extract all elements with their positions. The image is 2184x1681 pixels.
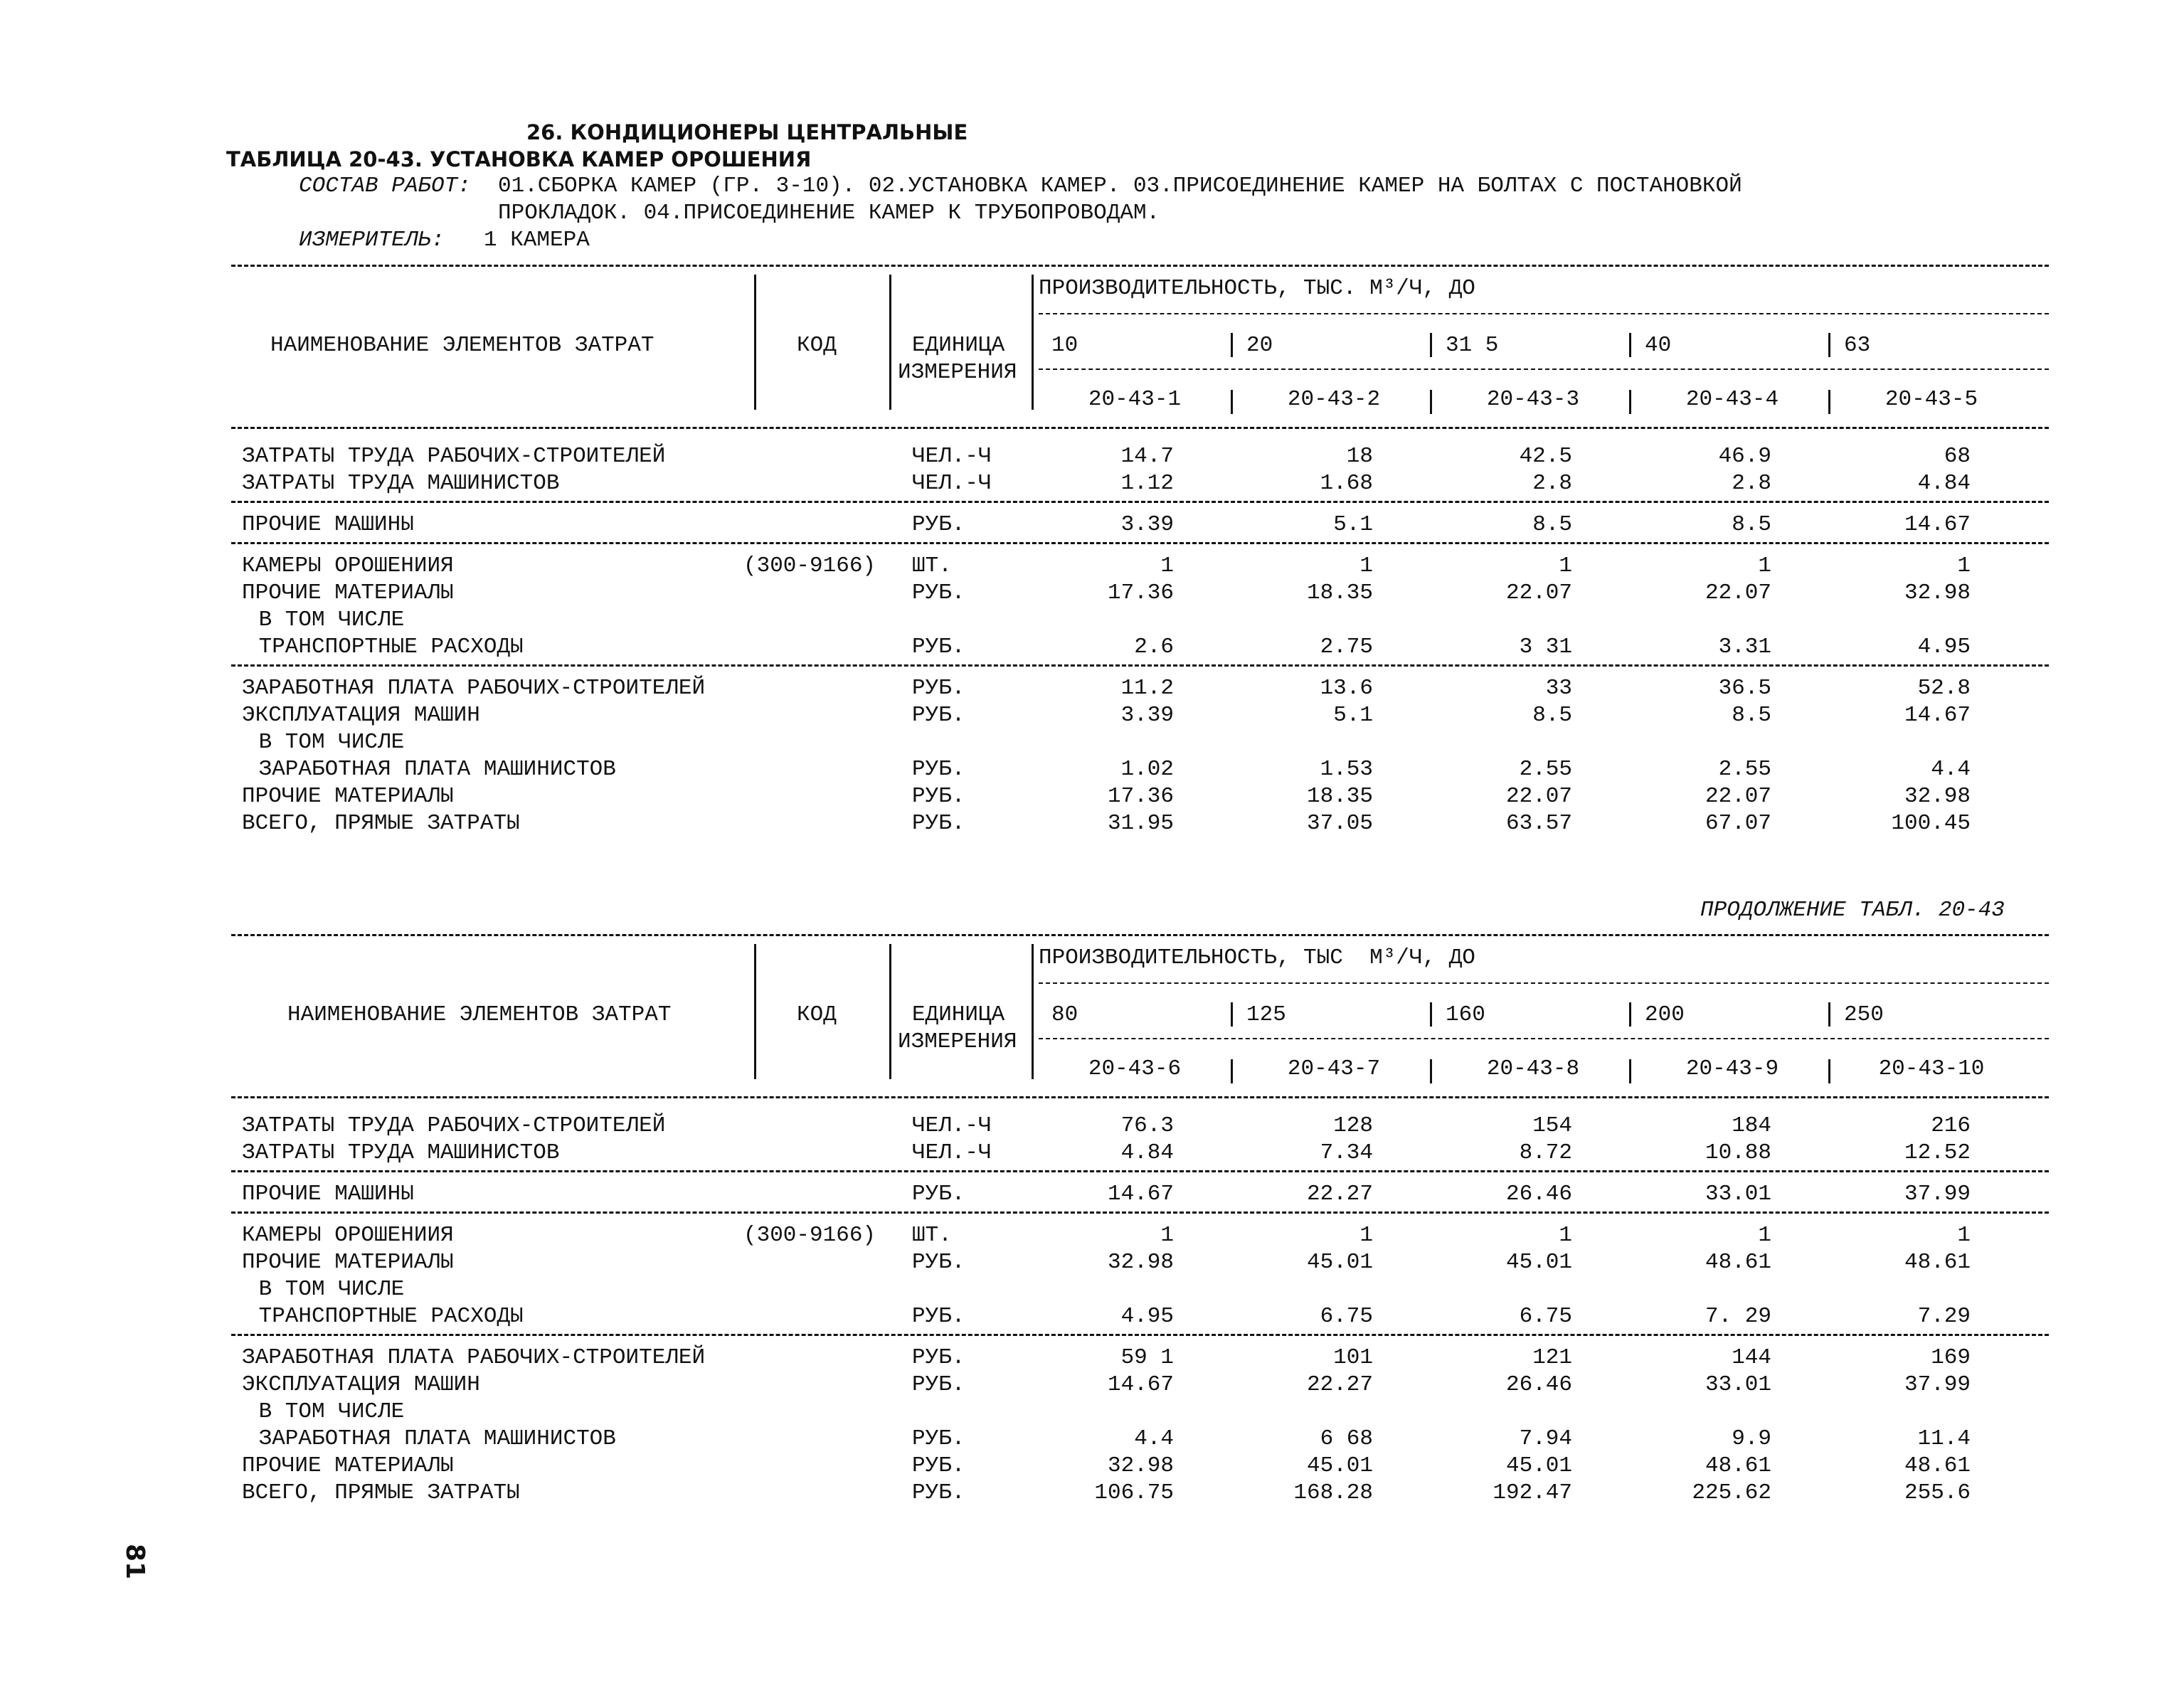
column-separator [1828, 1059, 1830, 1083]
row-name: В ТОМ ЧИСЛЕ [245, 608, 405, 632]
row-value: 1 [1957, 1223, 1971, 1248]
row-value: 14.7 [1120, 444, 1174, 469]
row-value: 33.01 [1705, 1372, 1771, 1397]
row-value: 1 [1957, 553, 1971, 578]
row-unit: РУБ. [912, 512, 965, 537]
row-value: 1 [1359, 553, 1373, 578]
capacity-value: 40 [1645, 333, 1672, 358]
row-unit: ЧЕЛ.-Ч [912, 471, 992, 496]
row-name: ПРОЧИЕ МАТЕРИАЛЫ [242, 1453, 454, 1478]
rate-code: 20-43-6 [1088, 1056, 1182, 1081]
row-value: 22.07 [1705, 784, 1771, 809]
row-value: 22.07 [1705, 580, 1771, 605]
table-title: ТАБЛИЦА 20-43. УСТАНОВКА КАМЕР ОРОШЕНИЯ [226, 147, 812, 171]
row-value: 1 [1758, 1223, 1771, 1248]
row-unit: ЧЕЛ.-Ч [912, 1140, 992, 1165]
row-value: 3.31 [1718, 635, 1771, 659]
row-value: 37.99 [1904, 1182, 1971, 1207]
row-value: 4.95 [1120, 1304, 1174, 1329]
row-value: 3.39 [1120, 512, 1174, 537]
column-separator [1231, 1002, 1233, 1027]
row-value: 45.01 [1505, 1453, 1572, 1478]
work-line-2: ПРОКЛАДОК. 04.ПРИСОЕДИНЕНИЕ КАМЕР К ТРУБОПРОВОДАМ. [498, 201, 1160, 226]
row-value: 31.95 [1107, 811, 1174, 836]
row-value: 14.67 [1904, 703, 1971, 728]
row-value: 7.29 [1917, 1304, 1971, 1329]
header-bottom-rule [231, 1096, 2049, 1098]
group-rule [231, 542, 2049, 544]
column-separator [1629, 1002, 1631, 1027]
row-value: 14.67 [1107, 1182, 1174, 1207]
column-separator [889, 944, 891, 1079]
header-rule [1039, 368, 2049, 370]
row-name: В ТОМ ЧИСЛЕ [245, 1399, 405, 1424]
row-unit: РУБ. [912, 635, 965, 659]
row-name: ЗАТРАТЫ ТРУДА МАШИНИСТОВ [242, 1140, 560, 1165]
rate-code: 20-43-9 [1685, 1056, 1779, 1081]
column-separator [1629, 390, 1631, 414]
work-line-1: 01.СБОРКА КАМЕР (ГР. 3-10). 02.УСТАНОВКА КАМЕР. 03.ПРИСОЕДИНЕНИЕ КАМЕР НА БОЛТАХ С ПОСТАНОВКОЙ [498, 174, 1742, 198]
section-title: 26. КОНДИЦИОНЕРЫ ЦЕНТРАЛЬНЫЕ [526, 120, 968, 144]
group-rule [231, 501, 2049, 503]
row-value: 37.99 [1904, 1372, 1971, 1397]
column-separator [1430, 390, 1432, 414]
row-unit: РУБ. [912, 1372, 965, 1397]
row-unit: ЧЕЛ.-Ч [912, 1113, 992, 1138]
row-value: 121 [1532, 1345, 1572, 1370]
row-name: ПРОЧИЕ МАТЕРИАЛЫ [242, 784, 454, 809]
row-value: 48.61 [1904, 1250, 1971, 1275]
header-bottom-rule [231, 427, 2049, 429]
row-value: 3 31 [1519, 635, 1572, 659]
capacity-value: 80 [1051, 1002, 1078, 1027]
row-value: 11.2 [1120, 676, 1174, 701]
capacity-value: 31 5 [1446, 333, 1499, 358]
row-value: 46.9 [1718, 444, 1771, 469]
row-name: ТРАНСПОРТНЫЕ РАСХОДЫ [245, 1304, 524, 1329]
column-separator [1629, 333, 1631, 357]
row-value: 8.5 [1732, 512, 1771, 537]
row-value: 12.52 [1904, 1140, 1971, 1165]
row-value: 4.95 [1917, 635, 1971, 659]
row-value: 22.07 [1505, 784, 1572, 809]
row-value: 2.55 [1519, 757, 1572, 782]
row-value: 1 [1559, 1223, 1572, 1248]
row-name: ЗАТРАТЫ ТРУДА МАШИНИСТОВ [242, 471, 560, 496]
row-value: 8.72 [1519, 1140, 1572, 1165]
row-value: 7.94 [1519, 1426, 1572, 1451]
unit-header-1: ЕДИНИЦА [912, 333, 1005, 358]
rate-code: 20-43-8 [1486, 1056, 1580, 1081]
capacity-value: 160 [1446, 1002, 1485, 1027]
rate-code: 20-43-3 [1486, 387, 1580, 412]
code-header: КОД [797, 1002, 837, 1027]
row-unit: РУБ. [912, 1480, 965, 1505]
row-name: КАМЕРЫ ОРОШЕНИИЯ [242, 553, 454, 578]
column-separator [1629, 1059, 1631, 1083]
row-value: 169 [1931, 1345, 1971, 1370]
row-value: 45.01 [1306, 1250, 1373, 1275]
row-value: 192.47 [1493, 1480, 1572, 1505]
row-value: 76.3 [1120, 1113, 1174, 1138]
row-code: (300-9166) [743, 1223, 876, 1248]
row-value: 18 [1346, 444, 1373, 469]
name-header: НАИМЕНОВАНИЕ ЭЛЕМЕНТОВ ЗАТРАТ [287, 1002, 672, 1027]
row-name: ЗАРАБОТНАЯ ПЛАТА РАБОЧИХ-СТРОИТЕЛЕЙ [242, 676, 706, 701]
row-name: В ТОМ ЧИСЛЕ [245, 1277, 405, 1302]
header-rule [1039, 982, 2049, 984]
row-value: 144 [1732, 1345, 1771, 1370]
row-value: 13.6 [1320, 676, 1373, 701]
row-value: 22.07 [1505, 580, 1572, 605]
row-value: 1.12 [1120, 471, 1174, 496]
row-value: 8.5 [1732, 703, 1771, 728]
row-value: 154 [1532, 1113, 1572, 1138]
row-value: 14.67 [1107, 1372, 1174, 1397]
code-header: КОД [797, 333, 837, 358]
row-value: 17.36 [1107, 580, 1174, 605]
column-separator [1032, 944, 1034, 1079]
rate-code: 20-43-2 [1287, 387, 1381, 412]
row-value: 45.01 [1505, 1250, 1572, 1275]
group-rule [231, 664, 2049, 667]
row-value: 168.28 [1293, 1480, 1373, 1505]
group-rule [231, 1334, 2049, 1336]
continuation-label: ПРОДОЛЖЕНИЕ ТАБЛ. 20-43 [1700, 898, 2005, 923]
row-name: ВСЕГО, ПРЯМЫЕ ЗАТРАТЫ [242, 1480, 520, 1505]
row-value: 101 [1333, 1345, 1373, 1370]
column-separator [1231, 390, 1233, 414]
row-value: 1 [1160, 553, 1174, 578]
row-value: 36.5 [1718, 676, 1771, 701]
row-unit: РУБ. [912, 1304, 965, 1329]
row-value: 1 [1359, 1223, 1373, 1248]
rate-code: 20-43-5 [1885, 387, 1978, 412]
unit-header-2: ИЗМЕРЕНИЯ [898, 1029, 1017, 1054]
row-value: 22.27 [1306, 1182, 1373, 1207]
row-value: 8.5 [1532, 512, 1572, 537]
row-unit: РУБ. [912, 676, 965, 701]
capacity-value: 10 [1051, 333, 1078, 358]
row-name: ЗАРАБОТНАЯ ПЛАТА МАШИНИСТОВ [245, 1426, 616, 1451]
row-value: 37.05 [1306, 811, 1373, 836]
row-value: 14.67 [1904, 512, 1971, 537]
name-header: НАИМЕНОВАНИЕ ЭЛЕМЕНТОВ ЗАТРАТ [270, 333, 654, 358]
row-value: 32.98 [1904, 784, 1971, 809]
rate-code: 20-43-4 [1685, 387, 1779, 412]
capacity-value: 125 [1246, 1002, 1286, 1027]
table-top-rule [231, 265, 2049, 267]
perf-header: ПРОИЗВОДИТЕЛЬНОСТЬ, ТЫС М³/Ч, ДО [1039, 945, 1475, 970]
row-value: 9.9 [1732, 1426, 1771, 1451]
row-name: ЗАТРАТЫ ТРУДА РАБОЧИХ-СТРОИТЕЛЕЙ [242, 444, 666, 469]
row-name: ПРОЧИЕ МАТЕРИАЛЫ [242, 1250, 454, 1275]
column-separator [754, 275, 756, 410]
rate-code: 20-43-10 [1878, 1056, 1985, 1081]
row-value: 1 [1559, 553, 1572, 578]
column-separator [889, 275, 891, 410]
row-value: 216 [1931, 1113, 1971, 1138]
row-unit: РУБ. [912, 784, 965, 809]
row-value: 22.27 [1306, 1372, 1373, 1397]
row-value: 2.8 [1532, 471, 1572, 496]
row-unit: РУБ. [912, 1453, 965, 1478]
row-value: 5.1 [1333, 703, 1373, 728]
row-name: ПРОЧИЕ МАТЕРИАЛЫ [242, 580, 454, 605]
row-value: 2.8 [1732, 471, 1771, 496]
row-unit: ШТ. [912, 1223, 952, 1248]
column-separator [1430, 333, 1432, 357]
header-rule [1039, 313, 2049, 314]
row-value: 100.45 [1891, 811, 1971, 836]
row-unit: РУБ. [912, 811, 965, 836]
row-value: 48.61 [1705, 1453, 1771, 1478]
row-name: В ТОМ ЧИСЛЕ [245, 730, 405, 755]
rate-code: 20-43-1 [1088, 387, 1182, 412]
row-unit: РУБ. [912, 1426, 965, 1451]
row-value: 26.46 [1505, 1372, 1572, 1397]
row-value: 32.98 [1107, 1250, 1174, 1275]
group-rule [231, 1211, 2049, 1214]
capacity-value: 250 [1844, 1002, 1884, 1027]
row-unit: РУБ. [912, 1345, 965, 1370]
row-name: ПРОЧИЕ МАШИНЫ [242, 1182, 414, 1207]
column-separator [1828, 333, 1830, 357]
row-value: 1 [1758, 553, 1771, 578]
row-name: ВСЕГО, ПРЯМЫЕ ЗАТРАТЫ [242, 811, 520, 836]
row-value: 52.8 [1917, 676, 1971, 701]
row-value: 45.01 [1306, 1453, 1373, 1478]
perf-header: ПРОИЗВОДИТЕЛЬНОСТЬ, ТЫС. М³/Ч, ДО [1039, 276, 1475, 301]
row-value: 67.07 [1705, 811, 1771, 836]
row-value: 4.4 [1931, 757, 1971, 782]
row-value: 255.6 [1904, 1480, 1971, 1505]
row-unit: ЧЕЛ.-Ч [912, 444, 992, 469]
row-value: 4.4 [1134, 1426, 1174, 1451]
column-separator [1231, 1059, 1233, 1083]
row-value: 4.84 [1120, 1140, 1174, 1165]
row-value: 42.5 [1519, 444, 1572, 469]
measure-value: 1 КАМЕРА [484, 228, 590, 253]
row-value: 63.57 [1505, 811, 1572, 836]
rate-code: 20-43-7 [1287, 1056, 1381, 1081]
row-value: 225.62 [1692, 1480, 1771, 1505]
row-value: 1.02 [1120, 757, 1174, 782]
row-name: ЗАРАБОТНАЯ ПЛАТА МАШИНИСТОВ [245, 757, 616, 782]
row-value: 48.61 [1904, 1453, 1971, 1478]
column-separator [1430, 1002, 1432, 1027]
work-label: СОСТАВ РАБОТ: [299, 174, 471, 198]
row-value: 26.46 [1505, 1182, 1572, 1207]
row-value: 6.75 [1320, 1304, 1373, 1329]
row-value: 5.1 [1333, 512, 1373, 537]
row-name: ПРОЧИЕ МАШИНЫ [242, 512, 414, 537]
unit-header-1: ЕДИНИЦА [912, 1002, 1005, 1027]
row-value: 10.88 [1705, 1140, 1771, 1165]
row-unit: РУБ. [912, 1182, 965, 1207]
row-value: 7.34 [1320, 1140, 1373, 1165]
row-value: 2.55 [1718, 757, 1771, 782]
column-separator [1828, 1002, 1830, 1027]
column-separator [1231, 333, 1233, 357]
column-separator [1430, 1059, 1432, 1083]
row-value: 1 [1160, 1223, 1174, 1248]
row-value: 32.98 [1107, 1453, 1174, 1478]
column-separator [754, 944, 756, 1079]
row-name: ЭКСПЛУАТАЦИЯ МАШИН [242, 703, 480, 728]
row-name: ЗАРАБОТНАЯ ПЛАТА РАБОЧИХ-СТРОИТЕЛЕЙ [242, 1345, 706, 1370]
table-top-rule [231, 934, 2049, 936]
row-unit: РУБ. [912, 757, 965, 782]
row-value: 7. 29 [1705, 1304, 1771, 1329]
row-value: 18.35 [1306, 784, 1373, 809]
page-number: 81 [120, 1544, 149, 1580]
row-value: 3.39 [1120, 703, 1174, 728]
header-rule [1039, 1038, 2049, 1039]
row-code: (300-9166) [743, 553, 876, 578]
row-value: 32.98 [1904, 580, 1971, 605]
unit-header-2: ИЗМЕРЕНИЯ [898, 360, 1017, 385]
row-value: 11.4 [1917, 1426, 1971, 1451]
row-value: 33 [1545, 676, 1572, 701]
row-name: ТРАНСПОРТНЫЕ РАСХОДЫ [245, 635, 524, 659]
row-unit: РУБ. [912, 580, 965, 605]
row-name: ЗАТРАТЫ ТРУДА РАБОЧИХ-СТРОИТЕЛЕЙ [242, 1113, 666, 1138]
row-value: 1.68 [1320, 471, 1373, 496]
capacity-value: 200 [1645, 1002, 1685, 1027]
row-name: КАМЕРЫ ОРОШЕНИИЯ [242, 1223, 454, 1248]
column-separator [1032, 275, 1034, 410]
group-rule [231, 1170, 2049, 1172]
row-value: 2.75 [1320, 635, 1373, 659]
row-value: 184 [1732, 1113, 1771, 1138]
row-name: ЭКСПЛУАТАЦИЯ МАШИН [242, 1372, 480, 1397]
row-value: 6.75 [1519, 1304, 1572, 1329]
capacity-value: 63 [1844, 333, 1871, 358]
row-value: 17.36 [1107, 784, 1174, 809]
row-value: 4.84 [1917, 471, 1971, 496]
row-value: 2.6 [1134, 635, 1174, 659]
column-separator [1828, 390, 1830, 414]
row-value: 59 1 [1120, 1345, 1174, 1370]
row-value: 6 68 [1320, 1426, 1373, 1451]
row-value: 106.75 [1094, 1480, 1174, 1505]
row-unit: РУБ. [912, 1250, 965, 1275]
row-value: 8.5 [1532, 703, 1572, 728]
row-value: 18.35 [1306, 580, 1373, 605]
row-unit: ШТ. [912, 553, 952, 578]
row-value: 48.61 [1705, 1250, 1771, 1275]
row-value: 1.53 [1320, 757, 1373, 782]
row-value: 33.01 [1705, 1182, 1771, 1207]
row-value: 128 [1333, 1113, 1373, 1138]
row-unit: РУБ. [912, 703, 965, 728]
capacity-value: 20 [1246, 333, 1273, 358]
measure-label: ИЗМЕРИТЕЛЬ: [299, 228, 445, 253]
row-value: 68 [1944, 444, 1971, 469]
